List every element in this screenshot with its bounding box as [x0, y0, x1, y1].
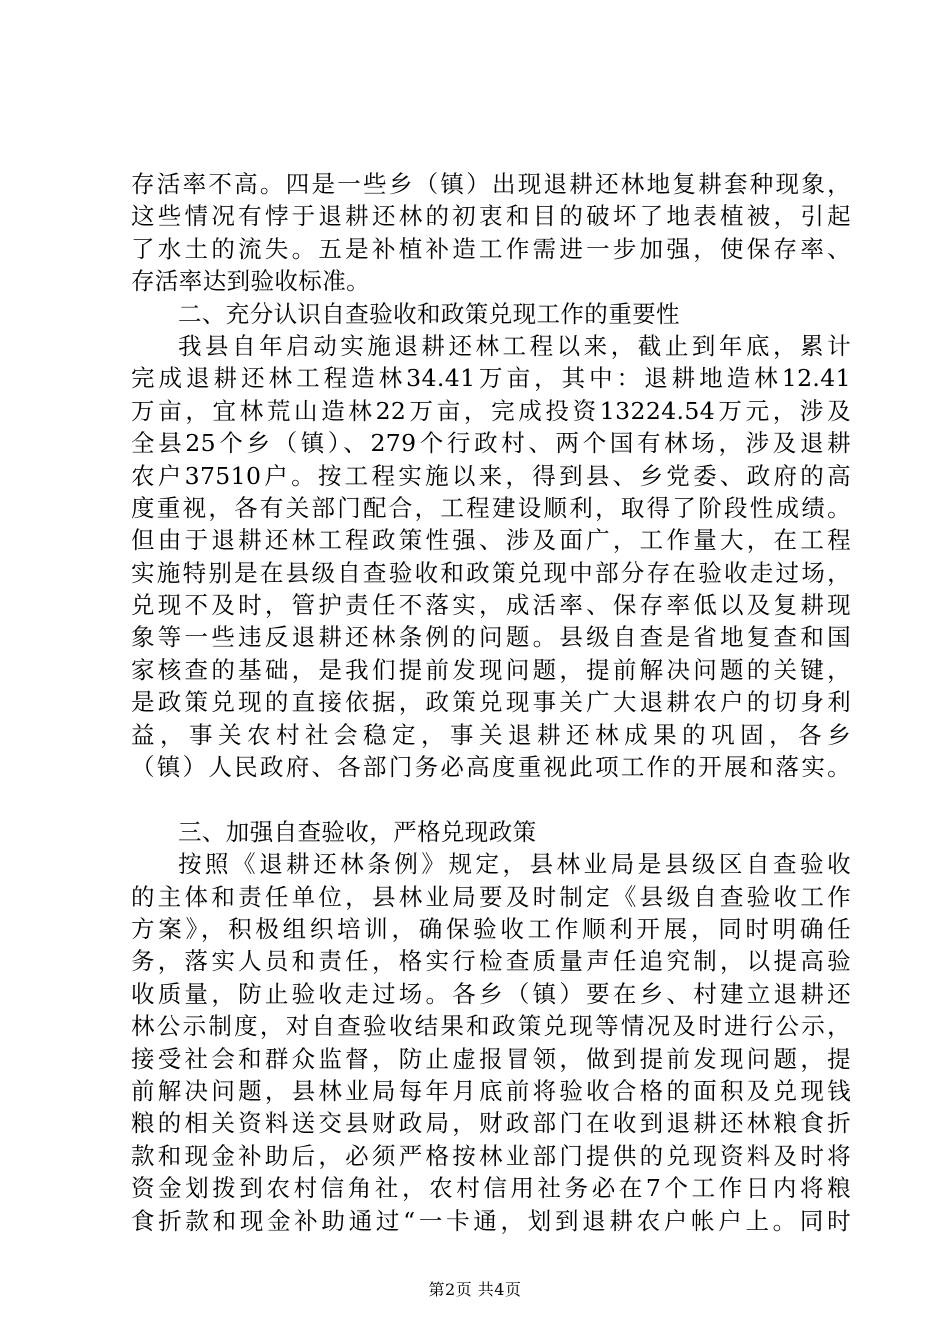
text-line: 益，事关农村社会稳定，事关退耕还林成果的巩固，各乡 [131, 720, 851, 749]
text-line: 了水土的流失。五是补植补造工作需进一步加强，使保存率、 [131, 234, 851, 263]
text-line: 收质量，防止验收走过场。各乡（镇）要在乡、村建立退耕还 [131, 979, 851, 1008]
text-line: （镇）人民政府、各部门务必高度重视此项工作的开展和落实。 [131, 753, 851, 782]
section-heading: 二、充分认识自查验收和政策兑现工作的重要性 [178, 299, 680, 328]
text-line: 食折款和现金补助通过“一卡通，划到退耕农户帐户上。同时 [131, 1206, 851, 1235]
paragraph-gap [131, 783, 851, 815]
text-line: 的主体和责任单位，县林业局要及时制定《县级自查验收工作 [131, 882, 851, 911]
text-line: 接受社会和群众监督，防止虚报冒领，做到提前发现问题，提 [131, 1044, 851, 1073]
text-line: 资金划拨到农村信角社，农村信用社务必在7个工作日内将粮 [131, 1174, 851, 1203]
document-body [131, 168, 851, 1237]
text-line: 完成退耕还林工程造林34.41万亩，其中：退耕地造林12.41 [131, 364, 851, 393]
text-line: 家核查的基础，是我们提前发现问题，提前解决问题的关键， [131, 655, 851, 684]
text-line: 这些情况有悖于退耕还林的初衷和目的破坏了地表植被，引起 [131, 202, 851, 231]
text-line: 兑现不及时，管护责任不落实，成活率、保存率低以及复耕现 [131, 591, 851, 620]
page-footer: 第2页 共4页 [428, 1280, 522, 1299]
text-line: 万亩，宜林荒山造林22万亩，完成投资13224.54万元，涉及 [131, 396, 851, 425]
section-heading: 三、加强自查验收，严格兑现政策 [178, 817, 537, 846]
text-line: 存活率不高。四是一些乡（镇）出现退耕还林地复耕套种现象， [131, 170, 851, 198]
text-line: 粮的相关资料送交县财政局，财政部门在收到退耕还林粮食折 [131, 1109, 851, 1138]
text-line: 是政策兑现的直接依据，政策兑现事关广大退耕农户的切身利 [131, 688, 851, 717]
text-line: 实施特别是在县级自查验收和政策兑现中部分存在验收走过场， [131, 558, 851, 587]
text-line: 我县自年启动实施退耕还林工程以来，截止到年底，累计 [178, 331, 851, 360]
text-line: 存活率达到验收标准。 [131, 267, 370, 296]
text-line: 度重视，各有关部门配合，工程建设顺利，取得了阶段性成绩。 [131, 493, 851, 522]
text-line: 农户37510户。按工程实施以来，得到县、乡党委、政府的高 [131, 461, 851, 490]
text-line: 款和现金补助后，必须严格按林业部门提供的兑现资料及时将 [131, 1141, 851, 1170]
text-line: 务，落实人员和责任，格实行检查质量声任追究制，以提高验 [131, 947, 851, 976]
text-line: 前解决问题，县林业局每年月底前将验收合格的面积及兑现钱 [131, 1076, 851, 1105]
text-line: 象等一些违反退耕还林条例的问题。县级自查是省地复查和国 [131, 623, 851, 652]
text-line: 但由于退耕还林工程政策性强、涉及面广，工作量大，在工程 [131, 526, 851, 555]
text-line: 林公示制度，对自查验收结果和政策兑现等情况及时进行公示， [131, 1012, 851, 1041]
text-line: 方案》，积极组织培训，确保验收工作顺利开展，同时明确任 [131, 914, 851, 943]
text-line: 全县25个乡（镇）、279个行政村、两个国有林场，涉及退耕 [131, 429, 851, 458]
text-line: 按照《退耕还林条例》规定，县林业局是县级区自查验收 [178, 850, 851, 879]
